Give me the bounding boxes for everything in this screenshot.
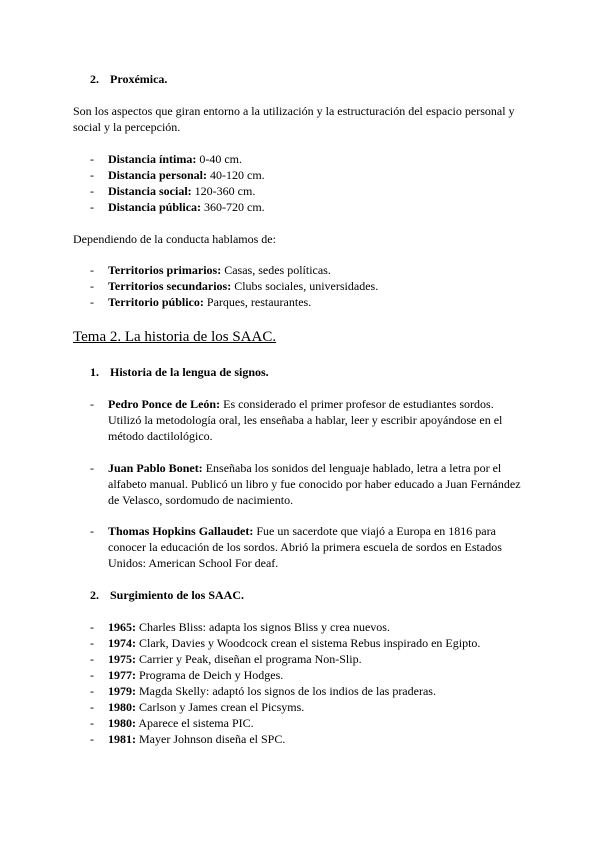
persona-description: Enseñaba los sonidos del lenguaje hablado, letra a letra por el alfabeto manual. Publicó un libro y fue conocido por haber educado a Juan Fernández de Velasco, sordomudo de nacimiento. <box>108 461 521 507</box>
persona-item <box>90 523 530 571</box>
list-item <box>90 262 530 278</box>
dash-bullet: - <box>90 668 94 682</box>
dash-bullet: - <box>90 700 94 714</box>
item-label: Territorios secundarios: <box>108 279 232 293</box>
section-heading-historia <box>90 364 269 380</box>
section-heading-proxemica <box>90 71 167 87</box>
dash-bullet: - <box>90 652 94 666</box>
item-text: Carlson y James crean el Picsyms. <box>136 700 305 714</box>
dash-bullet: - <box>90 184 94 198</box>
item-year: 1974: <box>108 636 136 650</box>
list-item <box>90 715 530 731</box>
item-year: 1965: <box>108 620 136 634</box>
dash-bullet: - <box>90 397 94 411</box>
list-item <box>90 731 530 747</box>
item-value: 40-120 cm. <box>207 168 265 182</box>
list-item <box>90 651 530 667</box>
section-number: 2. <box>90 72 99 86</box>
section-number: 1. <box>90 365 99 379</box>
item-text: Aparece el sistema PIC. <box>136 716 254 730</box>
item-text: Carrier y Peak, diseñan el programa Non-Slip. <box>136 652 362 666</box>
persona-description: Fue un sacerdote que viajó a Europa en 1816 para conocer la educación de los sordos. Abrió la primera escuela de sordos en Estados Unidos: American School For deaf. <box>108 524 502 570</box>
list-item <box>90 199 530 215</box>
dash-bullet: - <box>90 461 94 475</box>
intro-paragraph: Son los aspectos que giran entorno a la utilización y la estructuración del espacio personal y social y la percepción. <box>73 104 515 134</box>
item-label: Distancia personal: <box>108 168 207 182</box>
dash-bullet: - <box>90 168 94 182</box>
dash-bullet: - <box>90 684 94 698</box>
dash-bullet: - <box>90 200 94 214</box>
item-label: Distancia íntima: <box>108 152 197 166</box>
item-value: Parques, restaurantes. <box>203 295 312 309</box>
territorios-list <box>90 262 530 310</box>
item-value: 0-40 cm. <box>196 152 242 166</box>
list-item <box>90 635 530 651</box>
tema-heading: Tema 2. La historia de los SAAC. <box>73 329 277 345</box>
list-item <box>90 619 530 635</box>
persona-text <box>108 460 530 508</box>
item-text: Magda Skelly: adaptó los signos de los indios de las praderas. <box>136 684 436 698</box>
item-text: Clark, Davies y Woodcock crean el sistema Rebus inspirado en Egipto. <box>136 636 481 650</box>
list-item <box>90 151 530 167</box>
item-label: Territorio público: <box>108 295 204 309</box>
persona-item <box>90 460 530 508</box>
item-label: Distancia pública: <box>108 200 202 214</box>
item-year: 1980: <box>108 700 136 714</box>
list-item <box>90 183 530 199</box>
item-text: Programa de Deich y Hodges. <box>136 668 284 682</box>
dash-bullet: - <box>90 524 94 538</box>
item-year: 1977: <box>108 668 136 682</box>
persona-description: Es considerado el primer profesor de estudiantes sordos. Utilizó la metodología oral, les enseñaba a hablar, leer y escribir apoyándose en el método dactilológico. <box>108 397 503 443</box>
dash-bullet: - <box>90 279 94 293</box>
persona-name: Pedro Ponce de León: <box>108 397 221 411</box>
list-item <box>90 699 530 715</box>
list-item <box>90 683 530 699</box>
item-value: 360-720 cm. <box>201 200 265 214</box>
section-heading-surgimiento <box>90 587 244 603</box>
item-year: 1979: <box>108 684 136 698</box>
dash-bullet: - <box>90 152 94 166</box>
list-item <box>90 667 530 683</box>
item-label: Distancia social: <box>108 184 192 198</box>
item-text: Charles Bliss: adapta los signos Bliss y crea nuevos. <box>136 620 390 634</box>
item-year: 1975: <box>108 652 136 666</box>
item-year: 1981: <box>108 732 136 746</box>
persona-item <box>90 396 530 444</box>
item-text: Mayer Johnson diseña el SPC. <box>136 732 286 746</box>
section-number: 2. <box>90 588 99 602</box>
list-item <box>90 294 530 310</box>
persona-name: Juan Pablo Bonet: <box>108 461 203 475</box>
dash-bullet: - <box>90 636 94 650</box>
item-value: Casas, sedes políticas. <box>221 263 331 277</box>
list-item <box>90 278 530 294</box>
dash-bullet: - <box>90 295 94 309</box>
item-value: 120-360 cm. <box>191 184 256 198</box>
persona-text <box>108 396 530 444</box>
dash-bullet: - <box>90 620 94 634</box>
item-value: Clubs sociales, universidades. <box>231 279 379 293</box>
dash-bullet: - <box>90 263 94 277</box>
dash-bullet: - <box>90 716 94 730</box>
conducta-paragraph: Dependiendo de la conducta hablamos de: <box>73 232 276 246</box>
section-title: Surgimiento de los SAAC. <box>110 588 245 602</box>
persona-text <box>108 523 530 571</box>
cronologia-list <box>90 619 530 747</box>
section-title: Historia de la lengua de signos. <box>110 365 269 379</box>
dash-bullet: - <box>90 732 94 746</box>
item-label: Territorios primarios: <box>108 263 222 277</box>
item-year: 1980: <box>108 716 136 730</box>
list-item <box>90 167 530 183</box>
section-title: Proxémica. <box>110 72 168 86</box>
persona-name: Thomas Hopkins Gallaudet: <box>108 524 254 538</box>
distancias-list <box>90 151 530 215</box>
